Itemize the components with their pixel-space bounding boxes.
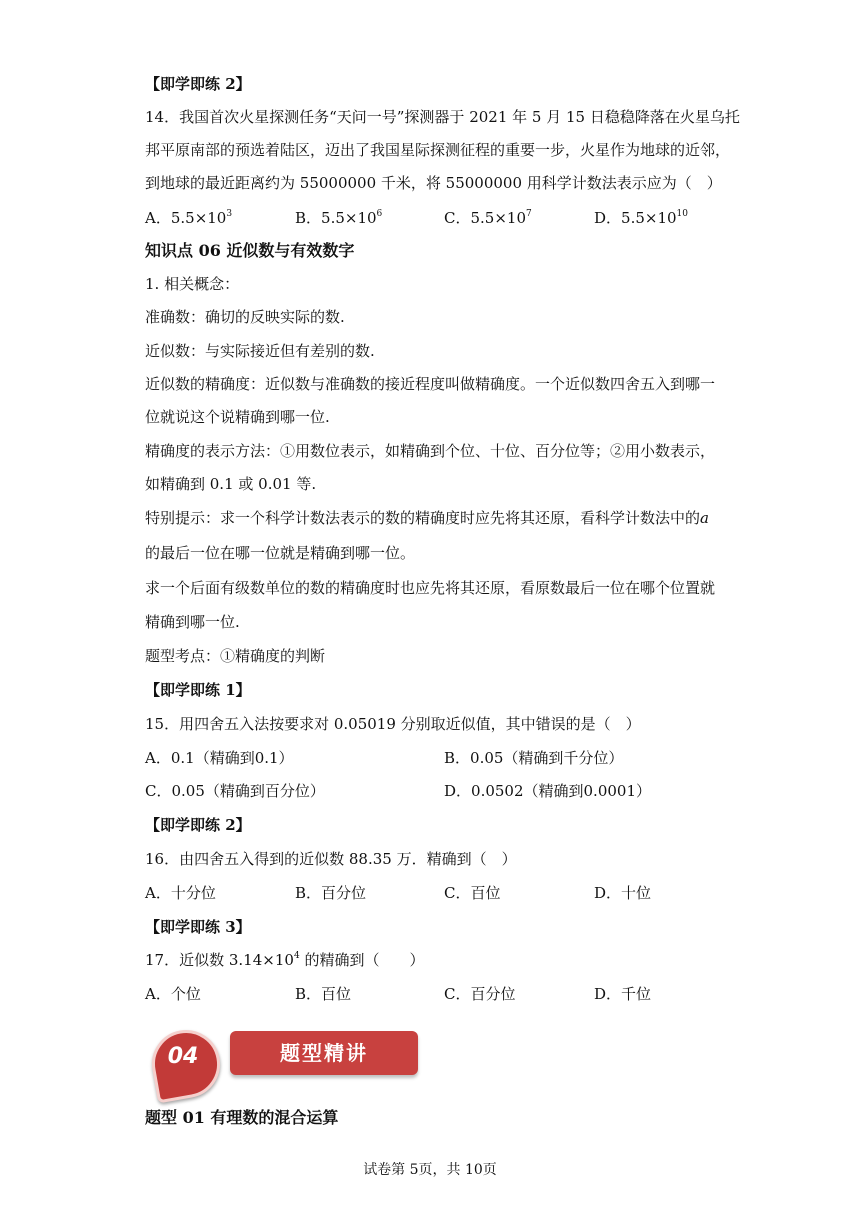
option-exponent: 7 xyxy=(526,209,532,219)
concept-text: 特别提示：求一个科学计数法表示的数的精确度时应先将其还原，看科学计数法中的 xyxy=(145,509,701,527)
concept-line: 精确到哪一位. xyxy=(145,613,240,631)
option-label: A． xyxy=(145,209,171,227)
section-banner-title: 题型精讲 xyxy=(230,1031,418,1075)
page-footer: 试卷第 5页，共 10页 xyxy=(363,1162,497,1178)
option-base: 5.5×10 xyxy=(170,209,227,227)
variable-a: a xyxy=(700,509,709,527)
concept-line: 精确度的表示方法：①用数位表示，如精确到个位、十位、百分位等；②用小数表示， xyxy=(145,442,716,460)
question-14-line-1: 14．我国首次火星探测任务“天问一号”探测器于 2021 年 5 月 15 日稳稳降落在火星乌托 xyxy=(145,108,740,126)
concept-line: 如精确到 0.1 或 0.01 等. xyxy=(145,475,317,493)
option-exponent: 3 xyxy=(226,209,233,219)
q17-option-b: B．百位 xyxy=(295,985,352,1003)
question-14-line-3: 到地球的最近距离约为 55000000 千米，将 55000000 用科学计数法表示应为（ ） xyxy=(145,174,722,192)
q15-option-d: D．0.0502（精确到0.0001） xyxy=(444,782,651,800)
q15-option-b: B．0.05（精确到千分位） xyxy=(444,749,624,767)
option-label: D． xyxy=(594,209,622,227)
concept-line: 准确数：确切的反映实际的数. xyxy=(145,308,345,326)
q14-option-d xyxy=(594,208,688,228)
topic-heading: 题型 01 有理数的混合运算 xyxy=(145,1108,339,1127)
question-text: 17．近似数 xyxy=(145,951,225,969)
math-expression xyxy=(229,951,300,969)
concept-line: 近似数的精确度：近似数与准确数的接近程度叫做精确度。一个近似数四舍五入到哪一 xyxy=(145,375,716,393)
q17-option-a: A．个位 xyxy=(145,985,201,1003)
math-exponent: 4 xyxy=(293,951,300,961)
topic-point: 题型考点：①精确度的判断 xyxy=(145,647,326,665)
concept-line: 求一个后面有级数单位的数的精确度时也应先将其还原，看原数最后一位在哪个位置就 xyxy=(145,579,716,597)
section-banner xyxy=(146,1024,422,1094)
option-base: 5.5×10 xyxy=(621,209,677,227)
practice-heading: 【即学即练 3】 xyxy=(145,918,251,936)
q16-option-a: A．十分位 xyxy=(145,884,216,902)
concept-line: 近似数：与实际接近但有差别的数. xyxy=(145,342,375,360)
q17-option-c: C．百分位 xyxy=(444,985,516,1003)
question-text: 的精确到（ ） xyxy=(304,951,425,969)
q14-option-b xyxy=(295,208,382,228)
option-label: B． xyxy=(295,209,322,227)
question-14-line-2: 邦平原南部的预选着陆区，迈出了我国星际探测征程的重要一步，火星作为地球的近邻， xyxy=(145,141,731,159)
practice-heading: 【即学即练 1】 xyxy=(145,681,251,699)
concept-line xyxy=(145,508,709,528)
option-exponent: 6 xyxy=(376,209,383,219)
q16-option-d: D．十位 xyxy=(594,884,652,902)
q15-option-a: A．0.1（精确到0.1） xyxy=(145,749,294,767)
option-label: C． xyxy=(444,209,471,227)
q16-option-b: B．百分位 xyxy=(295,884,367,902)
option-base: 5.5×10 xyxy=(321,209,377,227)
q15-option-c: C．0.05（精确到百分位） xyxy=(145,782,325,800)
math-base: 3.14×10 xyxy=(228,951,294,969)
practice-heading: 【即学即练 2】 xyxy=(145,75,251,93)
option-base: 5.5×10 xyxy=(470,209,526,227)
q17-option-d: D．千位 xyxy=(594,985,652,1003)
q16-option-c: C．百位 xyxy=(444,884,501,902)
concept-line: 位就说这个说精确到哪一位. xyxy=(145,408,330,426)
question-17 xyxy=(145,950,424,970)
q14-option-a xyxy=(145,208,232,228)
practice-heading: 【即学即练 2】 xyxy=(145,816,251,834)
knowledge-point-heading: 知识点 06 近似数与有效数字 xyxy=(145,241,355,260)
concept-line: 的最后一位在哪一位就是精确到哪一位。 xyxy=(145,544,416,562)
section-number: 04 xyxy=(167,1044,199,1069)
question-15: 15．用四舍五入法按要求对 0.05019 分别取近似值，其中错误的是（ ） xyxy=(145,715,641,733)
q14-option-c xyxy=(444,208,532,228)
question-16: 16．由四舍五入得到的近似数 88.35 万．精确到（ ） xyxy=(145,850,517,868)
concept-line: 1. 相关概念： xyxy=(145,275,240,293)
option-exponent: 10 xyxy=(676,209,688,219)
